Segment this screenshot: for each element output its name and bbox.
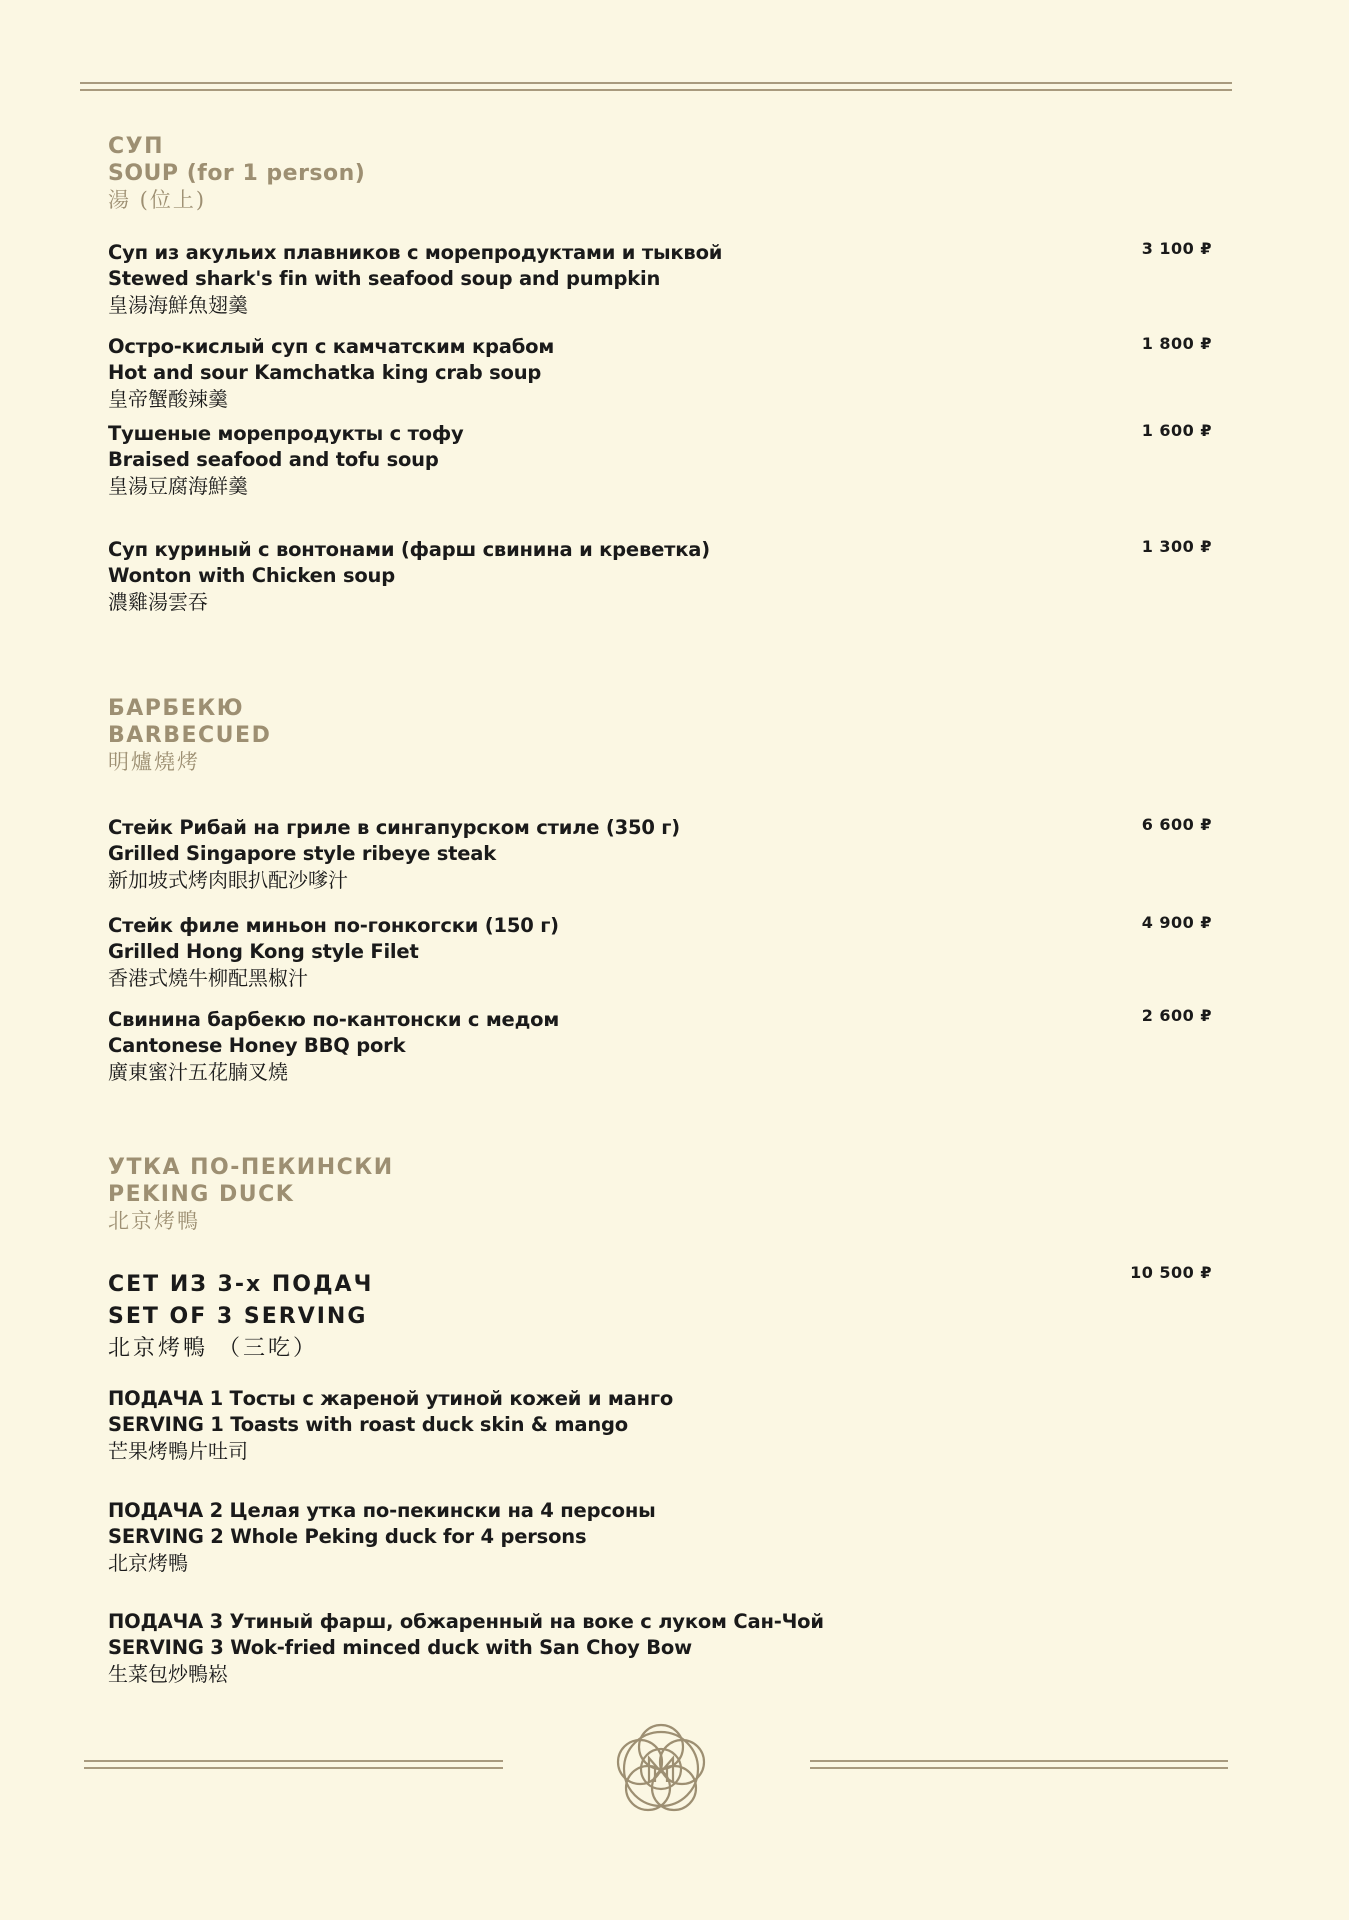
- dish-name-en: Grilled Singapore style ribeye steak: [108, 842, 496, 865]
- dish-name-zh: 香港式燒牛柳配黑椒汁: [108, 966, 308, 990]
- section-title-zh: 北京烤鴨: [108, 1209, 200, 1233]
- dish-name-en: Grilled Hong Kong style Filet: [108, 940, 419, 963]
- restaurant-logo-icon: [608, 1716, 714, 1822]
- bottom-right-divider: [810, 1760, 1228, 1769]
- menu-item: [108, 913, 1208, 991]
- dish-price: 4 900 ₽: [1141, 913, 1212, 932]
- dish-name-ru: Свинина барбекю по-кантонски с медом: [108, 1008, 560, 1031]
- section-soup-heading: [108, 133, 365, 214]
- dish-name-en: Stewed shark's fin with seafood soup and pumpkin: [108, 267, 661, 290]
- menu-item: [108, 240, 1208, 318]
- dish-name-ru: Суп из акульих плавников с морепродуктами и тыквой: [108, 241, 723, 264]
- set-title-en: SET OF 3 SERVING: [108, 1304, 368, 1329]
- section-barbecued-heading: [108, 695, 271, 776]
- serving-name-en: SERVING 3 Wok-fried minced duck with San Choy Bow: [108, 1636, 692, 1659]
- dish-price: 2 600 ₽: [1141, 1006, 1212, 1025]
- section-title-ru: БАРБЕКЮ: [108, 696, 245, 721]
- section-title-zh: 明爐燒烤: [108, 750, 200, 774]
- dish-name-ru: Суп куриный с вонтонами (фарш свинина и креветка): [108, 538, 710, 561]
- section-title-ru: СУП: [108, 134, 165, 159]
- set-title-zh: 北京烤鴨 （三吃）: [108, 1336, 318, 1361]
- section-title-en: SOUP (for 1 person): [108, 161, 366, 186]
- dish-name-en: Wonton with Chicken soup: [108, 564, 395, 587]
- serving-name-ru: ПОДАЧА 2 Целая утка по-пекински на 4 персоны: [108, 1499, 656, 1522]
- serving-name-en: SERVING 1 Toasts with roast duck skin & mango: [108, 1413, 628, 1436]
- set-price: 10 500 ₽: [1130, 1263, 1212, 1282]
- serving-item: [108, 1498, 1208, 1576]
- menu-item: [108, 1007, 1208, 1085]
- serving-item: [108, 1609, 1208, 1687]
- dish-price: 1 600 ₽: [1141, 421, 1212, 440]
- serving-name-zh: 北京烤鴨: [108, 1551, 188, 1575]
- dish-name-en: Hot and sour Kamchatka king crab soup: [108, 361, 542, 384]
- dish-name-ru: Тушеные морепродукты с тофу: [108, 422, 464, 445]
- section-peking-duck-heading: [108, 1154, 394, 1235]
- serving-name-ru: ПОДАЧА 1 Тосты с жареной утиной кожей и манго: [108, 1387, 674, 1410]
- dish-name-zh: 皇湯海鮮魚翅羹: [108, 293, 248, 317]
- menu-item: [108, 537, 1208, 615]
- menu-item: [108, 421, 1208, 499]
- menu-item: [108, 815, 1208, 893]
- bottom-left-divider: [84, 1760, 503, 1769]
- dish-price: 1 800 ₽: [1141, 334, 1212, 353]
- dish-name-zh: 皇帝蟹酸辣羹: [108, 387, 228, 411]
- section-title-en: PEKING DUCK: [108, 1182, 295, 1207]
- set-title-ru: СЕТ ИЗ 3-х ПОДАЧ: [108, 1272, 374, 1297]
- serving-item: [108, 1386, 1208, 1464]
- section-title-zh: 湯 (位上): [108, 188, 207, 212]
- dish-name-en: Cantonese Honey BBQ pork: [108, 1034, 406, 1057]
- top-divider: [80, 82, 1232, 91]
- dish-price: 6 600 ₽: [1141, 815, 1212, 834]
- dish-name-en: Braised seafood and tofu soup: [108, 448, 439, 471]
- dish-name-zh: 廣東蜜汁五花腩叉燒: [108, 1060, 288, 1084]
- dish-name-zh: 新加坡式烤肉眼扒配沙嗲汁: [108, 868, 348, 892]
- serving-name-en: SERVING 2 Whole Peking duck for 4 persons: [108, 1525, 587, 1548]
- menu-item: [108, 334, 1208, 412]
- dish-name-zh: 皇湯豆腐海鮮羹: [108, 474, 248, 498]
- dish-name-ru: Стейк Рибай на гриле в сингапурском стиле (350 г): [108, 816, 680, 839]
- dish-price: 1 300 ₽: [1141, 537, 1212, 556]
- dish-name-ru: Стейк филе миньон по-гонкогски (150 г): [108, 914, 559, 937]
- dish-name-ru: Остро-кислый суп с камчатским крабом: [108, 335, 555, 358]
- dish-price: 3 100 ₽: [1141, 239, 1212, 258]
- set-heading: [108, 1269, 373, 1365]
- serving-name-zh: 生菜包炒鴨崧: [108, 1662, 228, 1686]
- serving-name-ru: ПОДАЧА 3 Утиный фарш, обжаренный на воке с луком Сан-Чой: [108, 1610, 824, 1633]
- serving-name-zh: 芒果烤鴨片吐司: [108, 1439, 248, 1463]
- section-title-ru: УТКА ПО-ПЕКИНСКИ: [108, 1155, 394, 1180]
- section-title-en: BARBECUED: [108, 723, 272, 748]
- dish-name-zh: 濃雞湯雲吞: [108, 590, 208, 614]
